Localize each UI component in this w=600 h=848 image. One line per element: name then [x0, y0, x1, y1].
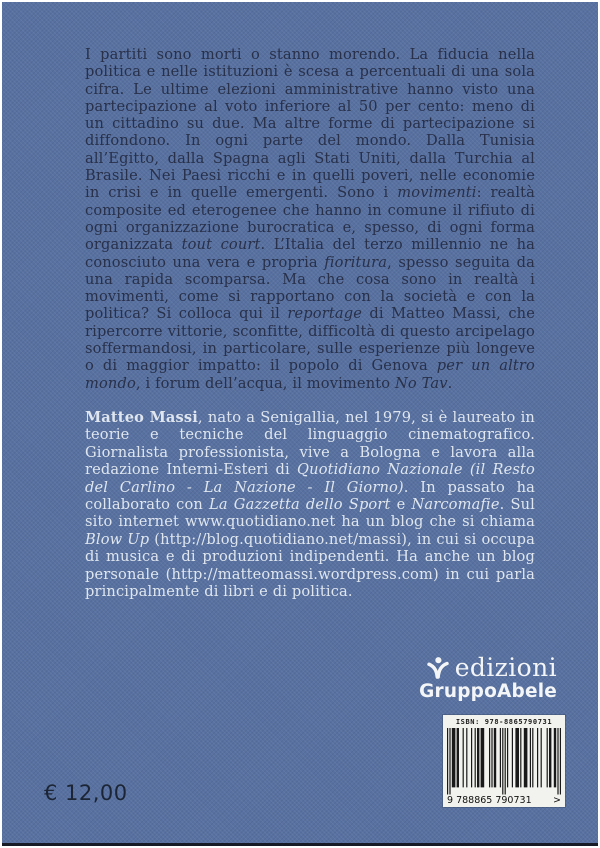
author-bio-paragraph: Matteo Massi, nato a Senigallia, nel 1979, si è laureato in teorie e tecniche del linguaggio cinematografico. Giornalista professionista, vive a Bologna e lavora alla redazione Interni-Esteri di Quotidiano Nazionale (il Resto del Carlino - La Nazione - Il Giorno). In passato ha collaborato con La Gazzetta dello Sport e Narcomafie. Sul sito internet www.quotidiano.net ha un blog che si chiama Blow Up (http://blog.quotidiano.net/massi), in cui si occupa di musica e di produzioni indipendenti. Ha anche un blog personale (http://matteomassi.wordpress.com) in cui parla principalmente di libri e di politica.	[85, 409, 536, 601]
publisher-logo	[419, 655, 557, 702]
ean-trailer: >	[553, 794, 561, 806]
publisher-brand-row	[419, 655, 557, 680]
person-sprout-icon	[426, 656, 450, 680]
publisher-brand-edizioni: edizioni	[454, 653, 557, 682]
synopsis-paragraph: I partiti sono morti o stanno morendo. La fiducia nella politica e nelle istituzioni è scesa a percentuali di una sola cifra. Le ultime elezioni amministrative hanno visto una partecipazione al voto inferiore al 50 per cento: meno di un cittadino su due. Ma altre forme di partecipazione si diffondono. In ogni parte del mondo. Dalla Tunisia all’Egitto, dalla Spagna agli Stati Uniti, dalla Turchia al Brasile. Nei Paesi ricchi e in quelli poveri, nelle economie in crisi e in quelle emergenti. Sono i movimenti: realtà composite ed eterogenee che hanno in comune il rifiuto di ogni organizzazione burocratica e, spesso, di ogni forma organizzata tout court. L’Italia del terzo millennio ne ha conosciuto una vera e propria fioritura, spesso seguita da una rapida scomparsa. Ma che cosa sono in realtà i movimenti, come si rapportano con la società e con la politica? Si colloca qui il reportage di Matteo Massi, che ripercorre vittorie, sconfitte, difficoltà di questo arcipelago soffermandosi, in particolare, sulle esperienze più longeve o di maggior impatto: il popolo di Genova per un altro mondo, i forum dell’acqua, il movimento No Tav.	[85, 46, 536, 392]
isbn-label: ISBN: 978-8865790731	[455, 718, 553, 726]
price-label: € 12,00	[44, 781, 128, 805]
ean-number: 9 788865 790731	[447, 794, 532, 806]
publisher-brand-gruppoabele: GruppoAbele	[419, 681, 557, 702]
barcode	[443, 715, 565, 807]
ean-digits-row	[447, 796, 561, 806]
barcode-bars-image	[447, 728, 561, 795]
back-cover	[2, 2, 598, 846]
